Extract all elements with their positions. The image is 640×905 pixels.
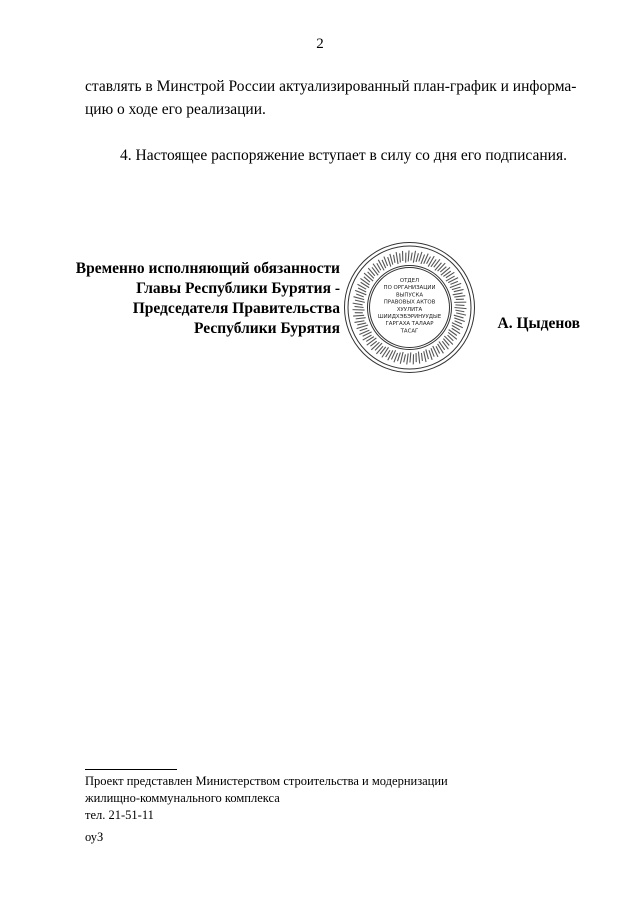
seal-ring-glyph [367, 338, 377, 345]
seal-ring-glyph [456, 313, 466, 315]
seal-ring-glyph [400, 253, 401, 262]
paragraph-line: ставлять в Минстрой России актуализированный план-график и информа- [85, 78, 577, 95]
seal-ring-glyph [353, 303, 363, 305]
seal-ring-glyph [421, 353, 422, 361]
seal-text-line: ТАСАГ [400, 328, 419, 335]
seal-text-line: ВЫПУСКА [395, 292, 424, 299]
seal-ring-glyph [455, 321, 462, 324]
seal-ring-glyph [441, 267, 450, 275]
seal-ring-glyph [382, 347, 389, 357]
seal-text-line: ХУУЛИТА [396, 306, 423, 313]
seal-ring-glyph [354, 321, 364, 323]
seal-ring-glyph [360, 328, 368, 331]
seal-ring-glyph [364, 273, 373, 281]
seal-ring-glyph [400, 352, 403, 364]
signatory-line: Временно исполняющий обязанности [75, 260, 340, 277]
seal-ring-glyph [360, 278, 369, 284]
seal-ring-glyph [448, 332, 457, 339]
seal-ring-glyph [455, 305, 464, 306]
seal-ring-glyph [354, 297, 365, 300]
seal-ring-glyph [454, 296, 465, 297]
seal-ring-glyph [419, 252, 422, 262]
seal-ring-glyph [394, 353, 398, 362]
seal-ring-glyph [390, 254, 393, 265]
seal-ring-glyph [398, 353, 401, 362]
seal-ring-glyph [450, 281, 457, 284]
footnote-line: жилищно-коммунального комплекса [85, 791, 280, 805]
seal-ring-glyph [444, 336, 453, 344]
seal-ring-glyph [413, 251, 415, 263]
signatory-line: Председателя Правительства [132, 300, 340, 317]
signatory-line: Республики Бурятия [194, 320, 340, 337]
seal-ring-glyph [428, 256, 434, 266]
seal-ring-glyph [357, 323, 366, 325]
seal-ring-glyph [353, 315, 364, 316]
seal-ring-glyph [455, 308, 467, 309]
seal-ring-glyph [388, 257, 391, 267]
seal-ring-glyph [408, 251, 409, 262]
seal-ring-glyph [404, 354, 406, 362]
seal-ring-glyph [356, 318, 366, 319]
seal-ring-glyph [355, 300, 365, 302]
official-seal-stamp [342, 240, 477, 375]
seal-ring-glyph [355, 306, 364, 307]
seal-ring-glyph [394, 255, 395, 263]
seal-text-line: ПО ОРГАНИЗАЦИИ [383, 285, 436, 292]
seal-ring-glyph [455, 310, 464, 312]
seal-text-line: ГАРГАХА ТАЛААР [385, 321, 434, 328]
seal-ring-glyph [356, 294, 364, 297]
paragraph-continuation [85, 75, 575, 121]
seal-ring-glyph [371, 342, 379, 350]
seal-ring-glyph [416, 253, 418, 262]
seal-text-line: ШИИДХЭБЭРИНУУДЫЕ [377, 314, 442, 320]
footnote [85, 773, 565, 824]
seal-ring-glyph [452, 287, 461, 289]
seal-ring-glyph [407, 353, 408, 364]
signatory-line: Главы Республики Бурятия - [136, 280, 340, 297]
seal-text-line: ОТДЕЛ [399, 278, 420, 284]
seal-ring-glyph [454, 289, 464, 291]
seal-ring-glyph [431, 348, 434, 356]
seal-ring-glyph [454, 315, 464, 318]
paragraph-line: цию о ходе его реализации. [85, 101, 266, 118]
signer-name: А. Цыденов [497, 315, 580, 332]
seal-ring-glyph [426, 349, 429, 359]
footnote-divider [85, 769, 177, 770]
paragraph-effective-date: 4. Настоящее распоряжение вступает в силу со дня его подписания. [120, 147, 567, 164]
page-number: 2 [316, 36, 324, 52]
seal-ring-glyph [396, 252, 398, 264]
seal-text-line: ПРАВОВЫХ АКТОВ [383, 299, 436, 306]
seal-ring-glyph [424, 351, 426, 362]
seal-ring-glyph [418, 352, 419, 364]
footnote-line: Проект представлен Министерством строительства и модернизации [85, 774, 448, 788]
signatory-title [60, 259, 340, 339]
document-code: оуЗ [85, 830, 104, 844]
seal-ring-glyph [410, 352, 411, 362]
seal-ring-glyph [411, 253, 412, 261]
seal-ring-glyph [438, 263, 446, 271]
footnote-phone: тел. 21-51-11 [85, 808, 154, 822]
seal-ring-glyph [453, 293, 463, 295]
seal-ring-glyph [429, 350, 432, 360]
